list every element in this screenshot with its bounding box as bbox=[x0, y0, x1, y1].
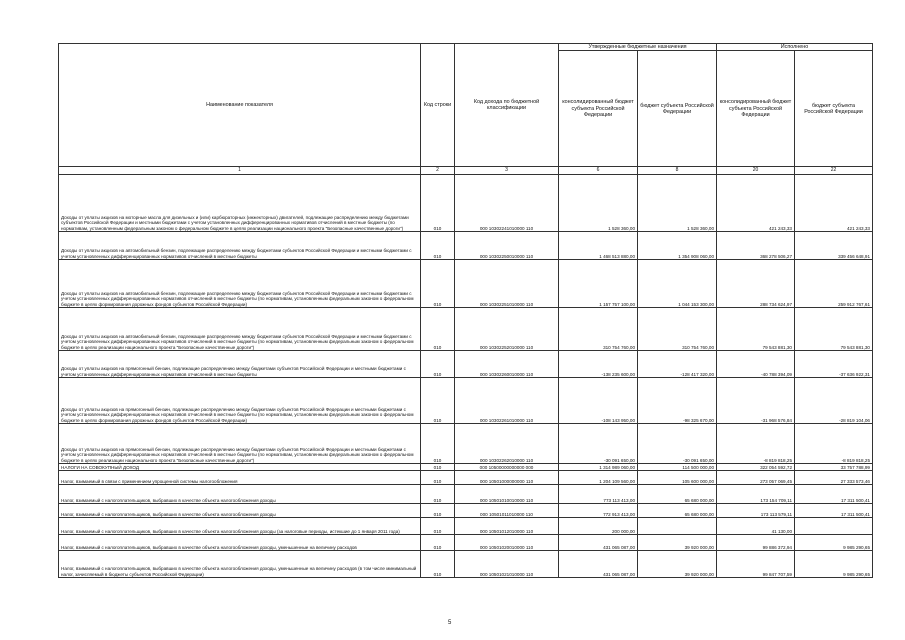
row-kbk: 000 10302261010000 110 bbox=[455, 378, 559, 424]
table-row bbox=[59, 378, 873, 424]
table-row bbox=[59, 351, 873, 378]
row-exec-consolidated: 41 130,00 bbox=[717, 518, 795, 535]
row-plan-subject: 39 920 000,00 bbox=[638, 535, 717, 551]
row-name: Доходы от уплаты акцизов на прямогонный бензин, подлежащие распределению между бюджетами субъектов Российской Федерации и местными бюджетами с учетом установленных дифференцированных нормативов отчислений в местные бюджеты (по нормативам, установленным федеральным законом о федеральном бюджете в целях реализации национального проекта "Безопасные качественные дороги") bbox=[59, 424, 421, 464]
row-exec-consolidated: 421 243,33 bbox=[717, 175, 795, 232]
row-code: 010 bbox=[421, 260, 455, 308]
budget-table bbox=[58, 43, 873, 578]
row-exec-subject: 79 543 881,30 bbox=[795, 308, 873, 351]
table-row bbox=[59, 471, 873, 485]
row-name: Доходы от уплаты акцизов на автомобильный бензин, подлежащие распределению между бюджетами субъектов Российской Федерации и местными бюджетами с учетом установленных дифференцированных нормативов отчислений в местные бюджеты (по нормативам, установленным федеральным законом о федеральном бюджете в целях формирования дорожных фондов субъектов Российской Федерации) bbox=[59, 260, 421, 308]
row-name: Налог, взимаемый с налогоплательщиков, выбравших в качестве объекта налогообложения доходы, уменьшенные на величину расходов (в том числе минимальный налог, зачисляемый в бюджеты субъектов Российской Федерации) bbox=[59, 551, 421, 578]
row-plan-consolidated: 1 204 109 560,00 bbox=[559, 471, 638, 485]
row-name: Доходы от уплаты акцизов на прямогонный бензин, подлежащие распределению между бюджетами субъектов Российской Федерации и местными бюджетами с учетом установленных дифференцированных нормативов отчислений в местные бюджеты bbox=[59, 351, 421, 378]
row-code: 010 bbox=[421, 535, 455, 551]
row-plan-consolidated: 431 065 087,00 bbox=[559, 551, 638, 578]
row-plan-subject: 65 680 000,00 bbox=[638, 504, 717, 518]
column-number: 22 bbox=[795, 167, 873, 175]
row-plan-consolidated: 772 913 413,00 bbox=[559, 504, 638, 518]
header-code: Код строки bbox=[421, 44, 455, 167]
row-plan-consolidated: 431 065 087,00 bbox=[559, 535, 638, 551]
row-plan-consolidated: 200 000,00 bbox=[559, 518, 638, 535]
column-number: 6 bbox=[559, 167, 638, 175]
row-name: Доходы от уплаты акцизов на автомобильный бензин, подлежащие распределению между бюджетами субъектов Российской Федерации и местными бюджетами с учетом установленных дифференцированных нормативов отчислений в местные бюджеты (по нормативам, установленным федеральным законом о федеральном бюджете в целях реализации национального проекта "Безопасные качественные дороги") bbox=[59, 308, 421, 351]
row-exec-consolidated: 288 734 624,97 bbox=[717, 260, 795, 308]
row-exec-consolidated: 322 054 592,72 bbox=[717, 464, 795, 471]
row-kbk: 000 10302252010000 110 bbox=[455, 308, 559, 351]
row-exec-subject: 9 985 290,65 bbox=[795, 551, 873, 578]
table-row bbox=[59, 535, 873, 551]
row-kbk: 000 10302251010000 110 bbox=[455, 260, 559, 308]
table-row bbox=[59, 175, 873, 232]
table-row bbox=[59, 424, 873, 464]
row-exec-subject: 17 311 500,41 bbox=[795, 485, 873, 504]
row-plan-subject: 1 044 153 300,00 bbox=[638, 260, 717, 308]
table-row bbox=[59, 308, 873, 351]
header-group-plan: Утвержденные бюджетные назначения bbox=[559, 44, 717, 51]
row-kbk: 000 10302262010000 110 bbox=[455, 424, 559, 464]
row-code: 010 bbox=[421, 308, 455, 351]
row-exec-subject: 339 456 648,91 bbox=[795, 232, 873, 260]
row-plan-subject: -128 417 320,00 bbox=[638, 351, 717, 378]
row-exec-consolidated: 99 886 372,94 bbox=[717, 535, 795, 551]
column-number: 8 bbox=[638, 167, 717, 175]
row-kbk: 000 10501010010000 110 bbox=[455, 485, 559, 504]
row-name: Налог, взимаемый в связи с применением упрощенной системы налогообложения bbox=[59, 471, 421, 485]
row-name: Доходы от уплаты акцизов на моторные масла для дизельных и (или) карбюраторных (инжекторных) двигателей, подлежащие распределению между бюджетами субъектов Российской Федерации и местными бюджетами с учетом установленных дифференцированных нормативов отчислений в местные бюджеты (по нормативам, установленным федеральным законом о федеральном бюджете в целях реализации национального проекта "Безопасные качественные дороги") bbox=[59, 175, 421, 232]
row-kbk: 000 10302241010000 110 bbox=[455, 175, 559, 232]
row-kbk: 000 10302250010000 110 bbox=[455, 232, 559, 260]
row-plan-consolidated: 1 157 757 100,00 bbox=[559, 260, 638, 308]
table-row bbox=[59, 551, 873, 578]
row-code: 010 bbox=[421, 378, 455, 424]
row-code: 010 bbox=[421, 485, 455, 504]
report-sheet bbox=[58, 43, 872, 578]
column-number: 3 bbox=[455, 167, 559, 175]
row-code: 010 bbox=[421, 424, 455, 464]
row-code: 010 bbox=[421, 464, 455, 471]
row-plan-subject: 39 920 000,00 bbox=[638, 551, 717, 578]
row-kbk: 000 10302260010000 110 bbox=[455, 351, 559, 378]
row-exec-consolidated: 79 543 881,30 bbox=[717, 308, 795, 351]
row-plan-subject: -98 325 670,00 bbox=[638, 378, 717, 424]
header-kbk: Код дохода по бюджетной классификации bbox=[455, 44, 559, 167]
row-kbk: 000 10501012010000 110 bbox=[455, 518, 559, 535]
header-exec-subject: бюджет субъекта Российской Федерации bbox=[795, 51, 873, 167]
column-number-row bbox=[59, 167, 873, 175]
row-plan-subject bbox=[638, 518, 717, 535]
row-code: 010 bbox=[421, 471, 455, 485]
row-plan-subject: 1 528 360,00 bbox=[638, 175, 717, 232]
row-exec-consolidated: 273 057 069,45 bbox=[717, 471, 795, 485]
header-plan-subject: бюджет субъекта Российской Федерации bbox=[638, 51, 717, 167]
row-exec-consolidated: -8 819 818,25 bbox=[717, 424, 795, 464]
row-exec-subject: -37 636 922,31 bbox=[795, 351, 873, 378]
row-exec-subject: -28 819 104,06 bbox=[795, 378, 873, 424]
row-plan-consolidated: -30 091 650,00 bbox=[559, 424, 638, 464]
row-plan-consolidated: 1 314 989 060,00 bbox=[559, 464, 638, 471]
row-code: 010 bbox=[421, 518, 455, 535]
row-plan-subject: 114 500 000,00 bbox=[638, 464, 717, 471]
row-exec-consolidated: 368 278 506,27 bbox=[717, 232, 795, 260]
row-name: Налог, взимаемый с налогоплательщиков, выбравших в качестве объекта налогообложения доходы bbox=[59, 485, 421, 504]
row-exec-subject bbox=[795, 518, 873, 535]
row-plan-consolidated: -138 235 600,00 bbox=[559, 351, 638, 378]
row-kbk: 000 10501020010000 110 bbox=[455, 535, 559, 551]
table-row bbox=[59, 464, 873, 471]
row-name: Налог, взимаемый с налогоплательщиков, выбравших в качестве объекта налогообложения доходы, уменьшенные на величину расходов bbox=[59, 535, 421, 551]
column-number: 2 bbox=[421, 167, 455, 175]
header-plan-consolidated: консолидированный бюджет субъекта Российской Федерации bbox=[559, 51, 638, 167]
row-kbk: 000 10501021010000 110 bbox=[455, 551, 559, 578]
row-exec-subject: 17 311 500,41 bbox=[795, 504, 873, 518]
row-exec-subject: 421 243,33 bbox=[795, 175, 873, 232]
row-plan-consolidated: 1 528 360,00 bbox=[559, 175, 638, 232]
row-exec-subject: 259 912 767,61 bbox=[795, 260, 873, 308]
row-plan-consolidated: 1 468 513 880,00 bbox=[559, 232, 638, 260]
table-row bbox=[59, 260, 873, 308]
row-plan-consolidated: 773 113 413,00 bbox=[559, 485, 638, 504]
row-plan-subject: -30 091 650,00 bbox=[638, 424, 717, 464]
row-exec-subject: -8 819 818,25 bbox=[795, 424, 873, 464]
column-number: 1 bbox=[59, 167, 421, 175]
row-plan-consolidated: 310 754 760,00 bbox=[559, 308, 638, 351]
row-code: 010 bbox=[421, 551, 455, 578]
row-code: 010 bbox=[421, 175, 455, 232]
row-exec-consolidated: 173 154 709,11 bbox=[717, 485, 795, 504]
row-exec-subject: 33 757 788,99 bbox=[795, 464, 873, 471]
page-number: 5 bbox=[448, 620, 452, 626]
column-number: 20 bbox=[717, 167, 795, 175]
row-plan-subject: 1 354 908 060,00 bbox=[638, 232, 717, 260]
header-group-exec: Исполнено bbox=[717, 44, 873, 51]
row-name: Доходы от уплаты акцизов на автомобильный бензин, подлежащие распределению между бюджетами субъектов Российской Федерации и местными бюджетами с учетом установленных дифференцированных нормативов отчислений в местные бюджеты bbox=[59, 232, 421, 260]
row-exec-subject: 9 985 290,65 bbox=[795, 535, 873, 551]
row-kbk: 000 10500000000000 000 bbox=[455, 464, 559, 471]
table-row bbox=[59, 518, 873, 535]
row-plan-subject: 65 680 000,00 bbox=[638, 485, 717, 504]
header-name: Наименование показателя bbox=[59, 44, 421, 167]
row-kbk: 000 10501000000000 110 bbox=[455, 471, 559, 485]
row-name: Налог, взимаемый с налогоплательщиков, выбравших в качестве объекта налогообложения доходы (за налоговые периоды, истекшие до 1 января 2011 года) bbox=[59, 518, 421, 535]
row-name: Налог, взимаемый с налогоплательщиков, выбравших в качестве объекта налогообложения доходы bbox=[59, 504, 421, 518]
row-exec-consolidated: 99 847 707,59 bbox=[717, 551, 795, 578]
row-code: 010 bbox=[421, 504, 455, 518]
row-plan-subject: 105 600 000,00 bbox=[638, 471, 717, 485]
row-kbk: 000 10501011010000 110 bbox=[455, 504, 559, 518]
row-plan-consolidated: -108 143 950,00 bbox=[559, 378, 638, 424]
row-name: НАЛОГИ НА СОВОКУПНЫЙ ДОХОД bbox=[59, 464, 421, 471]
table-row bbox=[59, 232, 873, 260]
table-row bbox=[59, 504, 873, 518]
row-code: 010 bbox=[421, 351, 455, 378]
row-exec-subject: 27 333 573,46 bbox=[795, 471, 873, 485]
table-row bbox=[59, 485, 873, 504]
row-exec-consolidated: -31 968 576,84 bbox=[717, 378, 795, 424]
header-exec-consolidated: консолидированный бюджет субъекта Российской Федерации bbox=[717, 51, 795, 167]
row-name: Доходы от уплаты акцизов на прямогонный бензин, подлежащие распределению между бюджетами субъектов Российской Федерации и местными бюджетами с учетом установленных дифференцированных нормативов отчислений в местные бюджеты (по нормативам, установленным федеральным законом о федеральном бюджете в целях формирования дорожных фондов субъектов Российской Федерации) bbox=[59, 378, 421, 424]
row-code: 010 bbox=[421, 232, 455, 260]
row-plan-subject: 310 754 760,00 bbox=[638, 308, 717, 351]
row-exec-consolidated: 173 113 579,11 bbox=[717, 504, 795, 518]
row-exec-consolidated: -40 788 394,09 bbox=[717, 351, 795, 378]
